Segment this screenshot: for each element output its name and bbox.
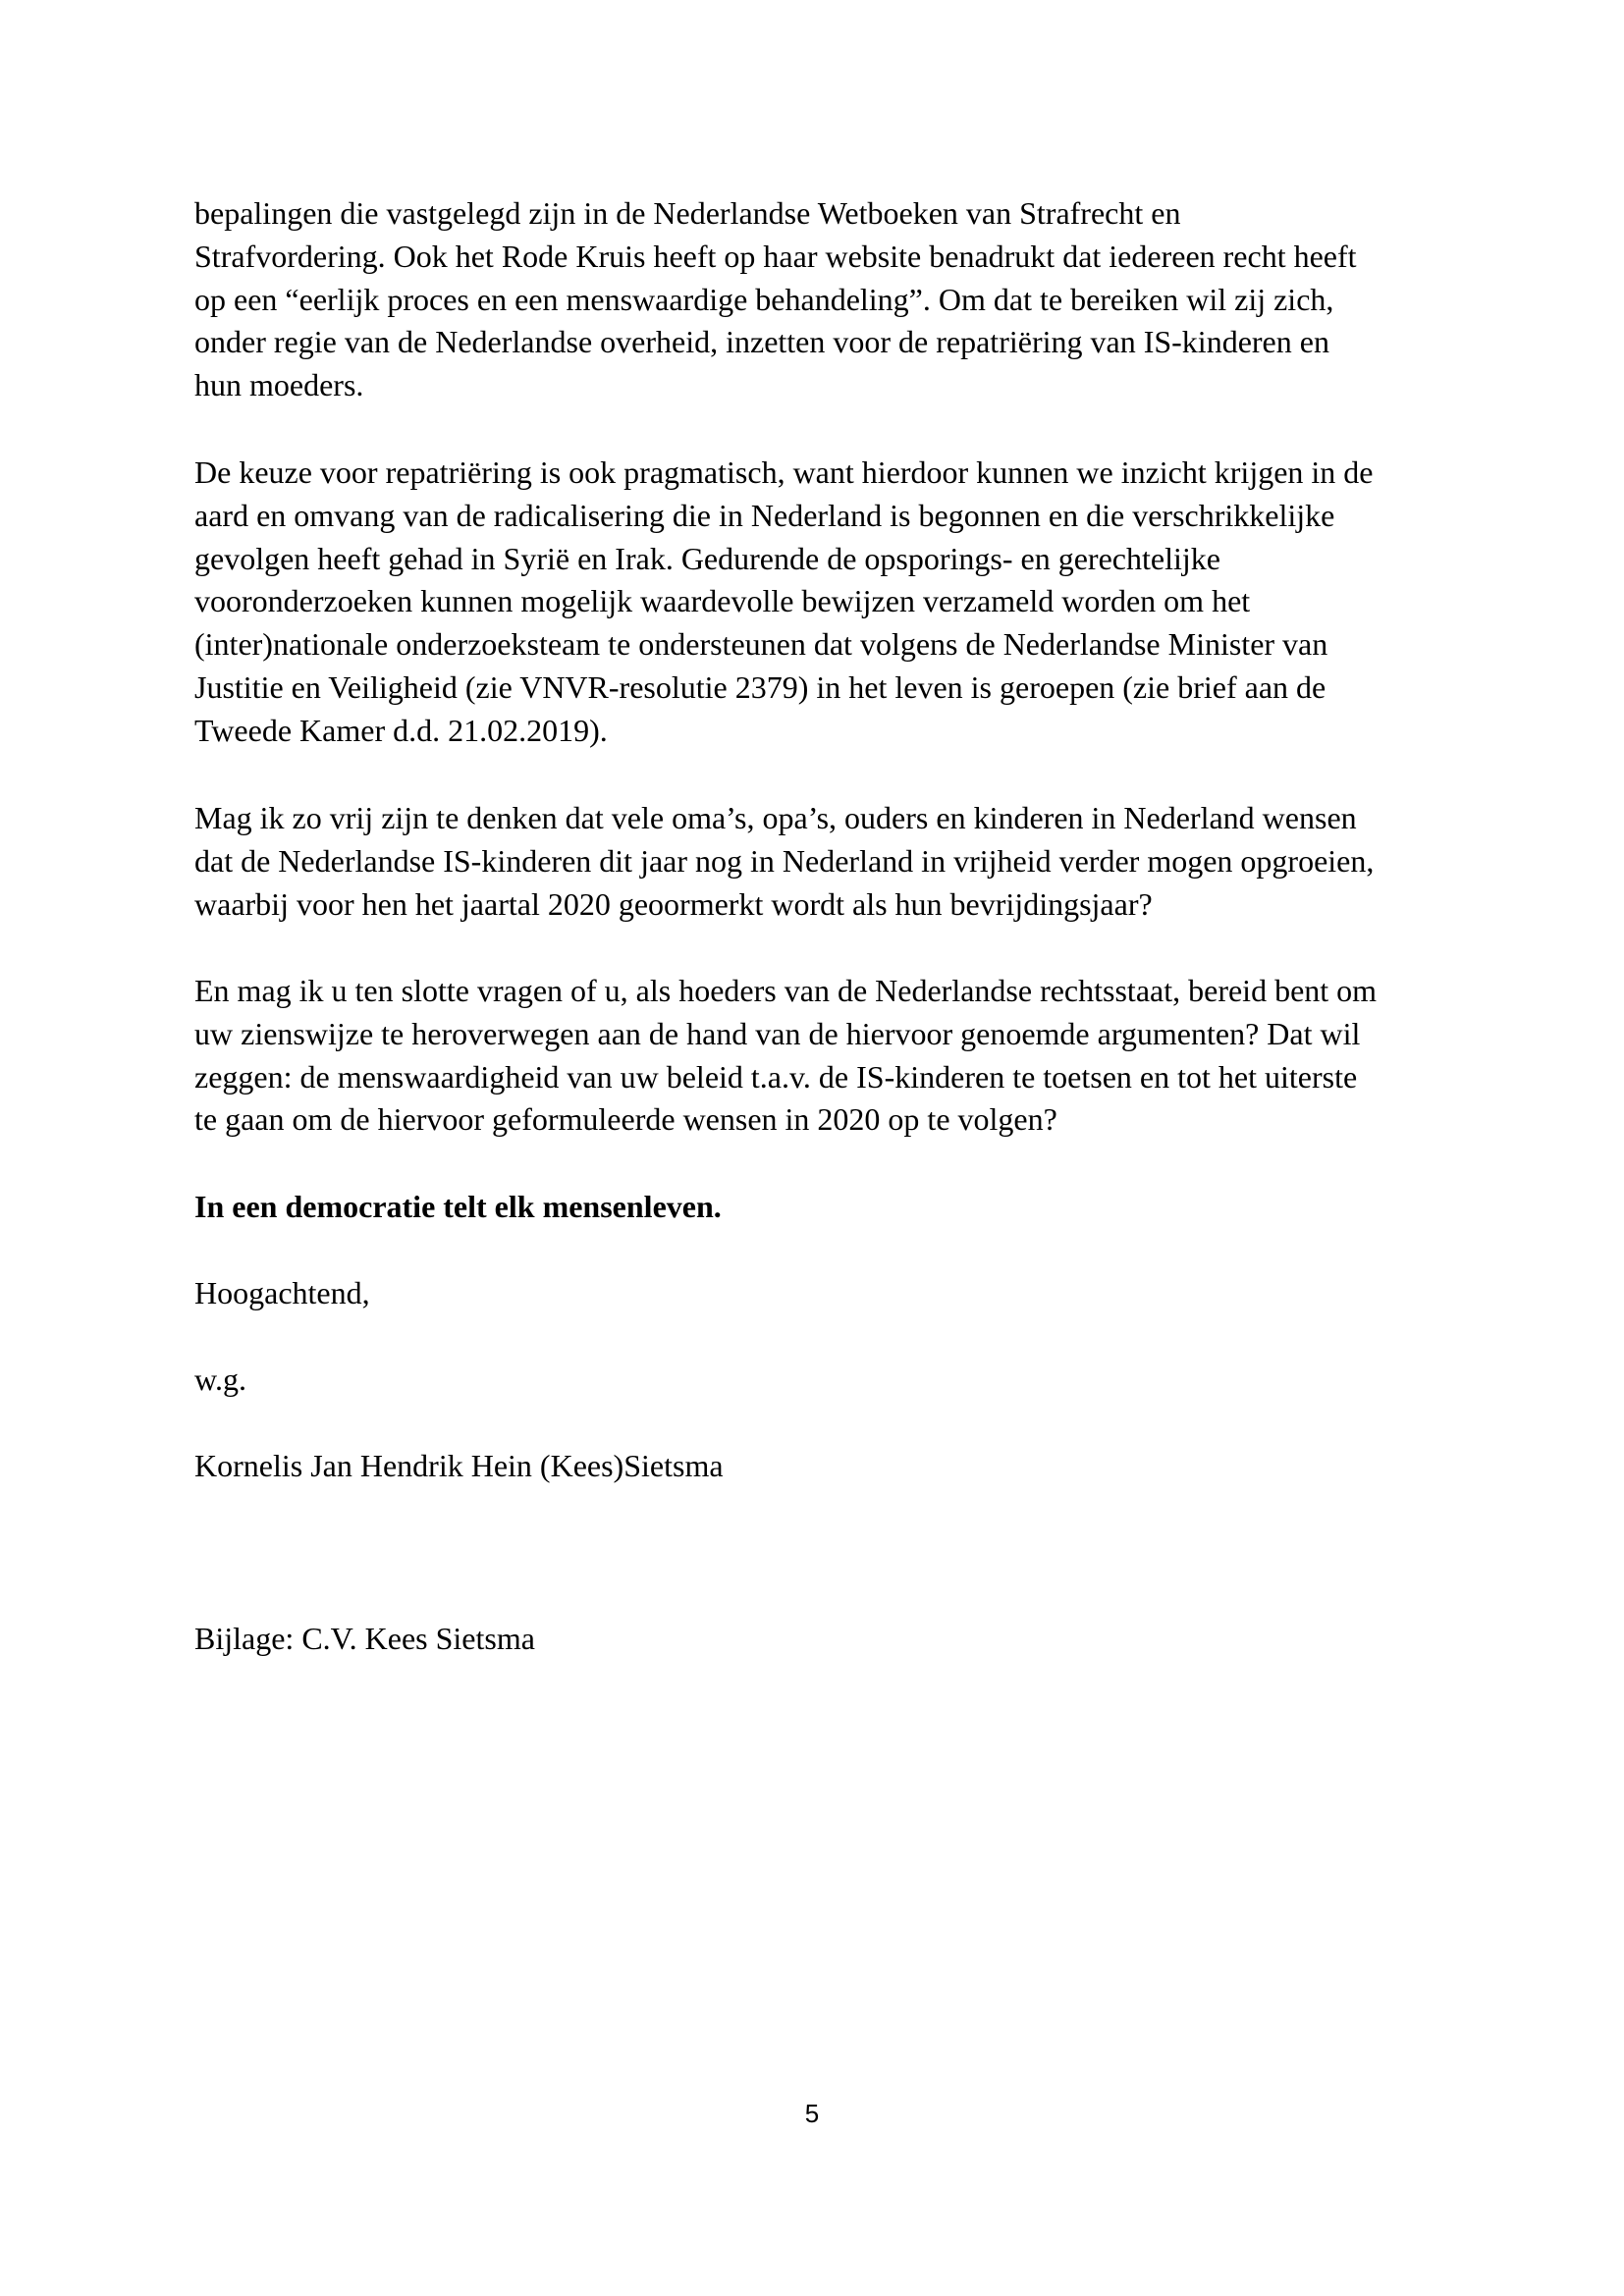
- slogan: [194, 1186, 1461, 1229]
- paragraph-4: [194, 970, 1461, 1142]
- paragraph-2: [194, 452, 1461, 753]
- signatory-name: Kornelis Jan Hendrik Hein (Kees)Sietsma: [194, 1448, 724, 1483]
- paragraph-line: Mag ik zo vrij zijn te denken dat vele oma’s, opa’s, ouders en kinderen in Nederland wensen: [194, 800, 1357, 835]
- paragraph-line: vooronderzoeken kunnen mogelijk waardevolle bewijzen verzameld worden om het: [194, 583, 1251, 619]
- closing-text: Hoogachtend,: [194, 1275, 370, 1310]
- paragraph-3: [194, 797, 1461, 926]
- paragraph-line: (inter)nationale onderzoeksteam te ondersteunen dat volgens de Nederlandse Minister van: [194, 626, 1328, 663]
- paragraph-line: zeggen: de menswaardigheid van uw beleid t.a.v. de IS-kinderen te toetsen en tot het uiterste: [194, 1058, 1358, 1095]
- paragraph-line: onder regie van de Nederlandse overheid, inzetten voor de repatriëring van IS-kinderen en: [194, 324, 1329, 360]
- paragraph-line: gevolgen heeft gehad in Syrië en Irak. Gedurende de opsporings- en gerechtelijke: [194, 540, 1220, 576]
- paragraph-line: Justitie en Veiligheid (zie VNVR-resolutie 2379) in het leven is geroepen (zie brief aan de: [194, 668, 1326, 705]
- paragraph-line: te gaan om de hiervoor geformuleerde wensen in 2020 op te volgen?: [194, 1101, 1057, 1138]
- paragraph-line: waarbij voor hen het jaartal 2020 geoormerkt wordt als hun bevrijdingsjaar?: [194, 885, 1153, 922]
- attachment: [194, 1618, 1461, 1661]
- paragraph-line: aard en omvang van de radicalisering die in Nederland is begonnen en die verschrikkelijke: [194, 497, 1335, 533]
- paragraph-line: Tweede Kamer d.d. 21.02.2019).: [194, 712, 608, 748]
- page-number: 5: [804, 2099, 820, 2128]
- closing: [194, 1272, 1461, 1315]
- paragraph-line: hun moeders.: [194, 367, 364, 403]
- signature-mark-text: w.g.: [194, 1362, 247, 1397]
- signatory: [194, 1445, 1461, 1488]
- signature-mark: [194, 1359, 1461, 1402]
- paragraph-line: Strafvordering. Ook het Rode Kruis heeft op haar website benadrukt dat iedereen recht heeft: [194, 238, 1357, 274]
- paragraph-line: bepalingen die vastgelegd zijn in de Nederlandse Wetboeken van Strafrecht en: [194, 195, 1181, 231]
- paragraph-line: En mag ik u ten slotte vragen of u, als hoeders van de Nederlandse rechtsstaat, bereid bent om: [194, 973, 1378, 1008]
- paragraph-line: dat de Nederlandse IS-kinderen dit jaar nog in Nederland in vrijheid verder mogen opgroeien,: [194, 842, 1375, 879]
- paragraph-line: op een “eerlijk proces en een menswaardige behandeling”. Om dat te bereiken wil zij zich,: [194, 281, 1334, 317]
- slogan-text: In een democratie telt elk mensenleven.: [194, 1189, 722, 1224]
- attachment-text: Bijlage: C.V. Kees Sietsma: [194, 1621, 535, 1656]
- paragraph-line: De keuze voor repatriëring is ook pragmatisch, want hierdoor kunnen we inzicht krijgen in de: [194, 454, 1374, 490]
- paragraph-line: uw zienswijze te heroverwegen aan de hand van de hiervoor genoemde argumenten? Dat wil: [194, 1015, 1361, 1051]
- paragraph-1: [194, 192, 1461, 407]
